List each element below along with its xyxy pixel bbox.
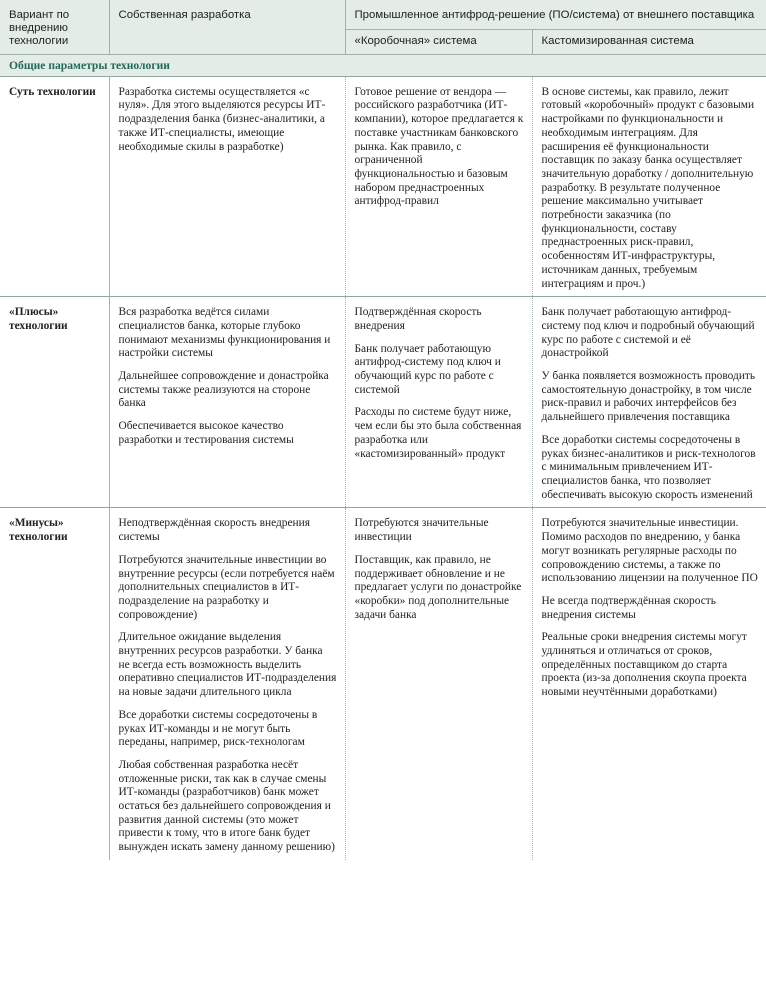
cell-paragraph: Подтверждённая скорость внедрения — [354, 306, 482, 332]
cell-boxed — [345, 297, 532, 508]
table-row — [0, 76, 766, 297]
cell-boxed — [345, 76, 532, 297]
cell-paragraph: Готовое решение от вендора — российского разработчика (ИТ-компании), которое предлагается к поставке участникам банковского рынка. Как правило, с ограниченной функциональностью и базовым набором преднастроенных антифрод-правил — [354, 85, 524, 208]
header-boxed-system: «Коробочная» система — [345, 30, 532, 55]
cell-paragraph: Любая собственная разработка несёт отложенные риски, так как в случае смены ИТ-команды (разработчиков) банк может остаться без дальнейшего сопровождения и развития данной системы (это может привести к тому, что в итоге банк будет вынужден искать замену данному решению) — [118, 758, 335, 854]
table-row — [0, 297, 766, 508]
cell-paragraph: Расходы по системе будут ниже, чем если бы это была собственная разработка или «кастомизированный» продукт — [354, 406, 522, 460]
cell-paragraph: У банка появляется возможность проводить самостоятельную донастройку, в том числе риск-правил и рабочих интерфейсов без дальнейшего привлечения поставщика — [541, 370, 756, 424]
cell-paragraph: Не всегда подтверждённая скорость внедрения системы — [541, 594, 716, 621]
row-label: Суть технологии — [0, 76, 109, 297]
header-variant: Вариант по внедрению технологии — [0, 0, 109, 55]
row-label: «Минусы» технологии — [0, 508, 109, 860]
cell-paragraph: Все доработки системы сосредоточены в руках бизнес-аналитиков и риск-технологов с минимальным привлечением ИТ-специалистов банка, что позволяет обеспечивать высокую скорость изменений — [541, 433, 756, 501]
header-own-development: Собственная разработка — [109, 0, 345, 55]
cell-paragraph: Потребуются значительные инвестиции во внутренние ресурсы (если потребуется наём дополнительных специалистов в ИТ-подразделение на разработку и сопровождение) — [118, 553, 335, 621]
cell-paragraph: Банк получает работающую антифрод-систему под ключ и подробный обучающий курс по работе с системой и её донастройкой — [541, 306, 755, 360]
cell-custom — [532, 297, 766, 508]
cell-boxed — [345, 508, 532, 860]
cell-own — [109, 76, 345, 297]
cell-own — [109, 508, 345, 860]
table-row — [0, 508, 766, 860]
cell-paragraph: Дальнейшее сопровождение и донастройка системы также реализуются на стороне банка — [118, 370, 329, 410]
cell-paragraph: Вся разработка ведётся силами специалистов банка, которые глубоко понимают механизмы функционирования и настройки системы — [118, 306, 331, 360]
cell-own — [109, 297, 345, 508]
cell-paragraph: В основе системы, как правило, лежит готовый «коробочный» продукт с базовыми настройками по функциональности и необходимым интеграциям. Для расширения её функциональности поставщик по заказу банка осуществляет значительную доработку / дополнительную разработку. В результате полученное решение максимально учитывает потребности заказчика (по функциональности, составу преднастроенных риск-правил, особенностям ИТ-инфраструктуры, источникам данных, требуемым интеграциям и проч.) — [541, 85, 755, 290]
cell-paragraph: Длительное ожидание выделения внутренних ресурсов разработки. У банка не всегда есть возможность выделить оперативно специалистов ИТ-подразделения на новые задачи длительного цикла — [118, 631, 337, 699]
section-title: Общие параметры технологии — [0, 55, 766, 77]
cell-paragraph: Неподтверждённая скорость внедрения системы — [118, 517, 310, 544]
cell-paragraph: Все доработки системы сосредоточены в руках ИТ-команды и не могут быть переданы, например, риск-технологам — [118, 708, 318, 749]
cell-paragraph: Обеспечивается высокое качество разработки и тестирования системы — [118, 420, 294, 446]
cell-paragraph: Поставщик, как правило, не поддерживает обновление и не предлагает услуги по донастройке «коробки» под дополнительные задачи банка — [354, 553, 522, 621]
cell-paragraph: Разработка системы осуществляется «с нуля». Для этого выделяются ресурсы ИТ-подразделения банка (бизнес-аналитики, а также ИТ-специалисты, имеющие необходимые скилы в разработке) — [118, 85, 326, 153]
cell-paragraph: Потребуются значительные инвестиции — [354, 517, 489, 544]
header-industrial-solution: Промышленное антифрод-решение (ПО/система) от внешнего поставщика — [345, 0, 766, 30]
cell-paragraph: Реальные сроки внедрения системы могут удлиняться и отличаться от сроков, определённых поставщиком до старта проекта (из-за дополнения скоупа проекта новыми неучтёнными доработками) — [541, 631, 747, 699]
cell-paragraph: Банк получает работающую антифрод-систему под ключ и обучающий курс по работе с системой — [354, 342, 501, 396]
header-custom-system: Кастомизированная система — [532, 30, 766, 55]
row-label: «Плюсы» технологии — [0, 297, 109, 508]
cell-custom — [532, 76, 766, 297]
cell-paragraph: Потребуются значительные инвестиции. Помимо расходов по внедрению, у банка могут возникать регулярные расходы по сопровождению системы, а также по использованию лицензии на полученное ПО — [541, 517, 758, 585]
cell-custom — [532, 508, 766, 860]
